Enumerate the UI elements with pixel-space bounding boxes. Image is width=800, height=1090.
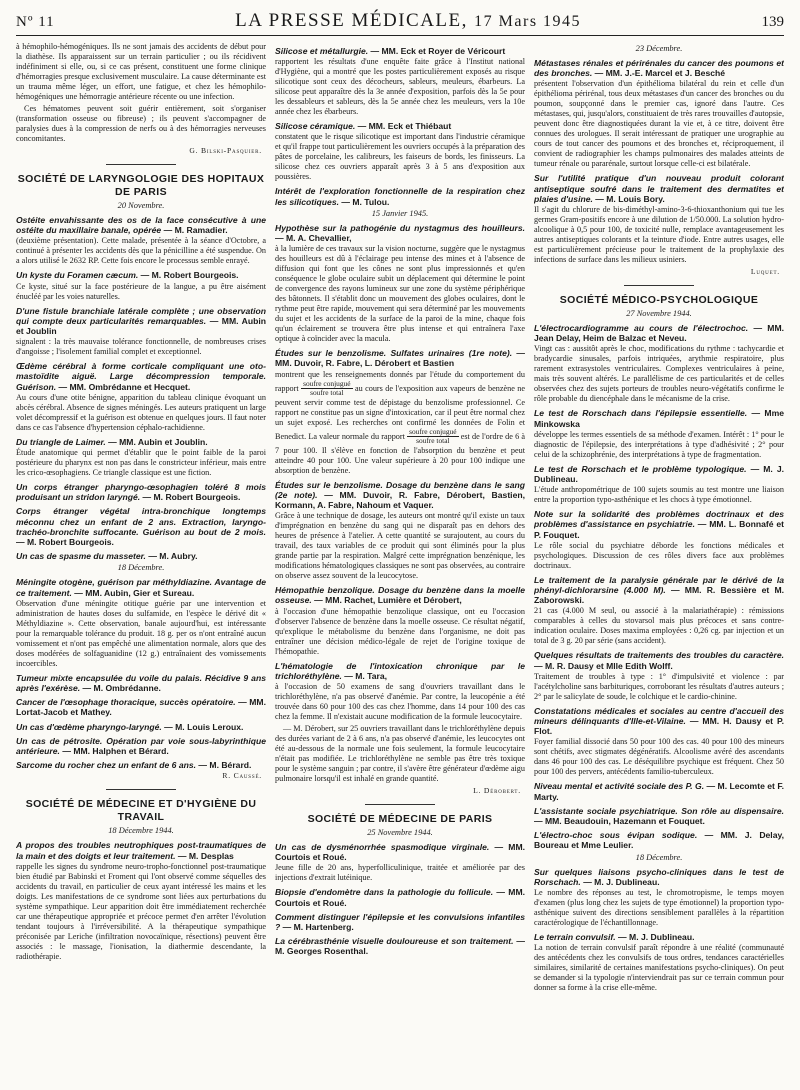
column-1: [16, 42, 266, 1090]
title-text: Comment distinguer l'épilepsie et les convulsions infantiles ?: [275, 911, 525, 933]
authors: — M. Ombrédanne.: [80, 683, 161, 694]
session-date: 20 Novembre.: [117, 201, 165, 210]
title-text: D'une fistule branchiale latérale complète ; une observation qui compte deux particularités remarquables.: [16, 305, 266, 326]
title-text: La cérébrasthénie visuelle douloureuse et son traitement.: [275, 936, 514, 947]
fraction-numerator: soufre conjugué: [409, 426, 457, 436]
signature: R. Caussé.: [222, 771, 262, 781]
authors: — MM. Courtois et Roué.: [275, 842, 525, 863]
title-text: L'assistante sociale psychiatrique. Son rôle au dispensaire.: [534, 805, 784, 816]
authors: — M. Robert Bourgeois.: [16, 537, 114, 548]
communication-title: [534, 575, 784, 606]
authors: — M. Georges Rosenthal.: [275, 936, 525, 957]
page-number: 139: [761, 14, 784, 30]
authors: — MM. H. Dausy et P. Flot.: [534, 716, 784, 737]
title-text: Le terrain convulsif.: [534, 932, 616, 943]
fraction: [407, 428, 458, 446]
authors: — M. Lecomte et F. Marty.: [534, 781, 784, 802]
communication-title: [275, 887, 525, 907]
title-text: Silicose et métallurgie.: [275, 46, 369, 56]
authors: — MM. Eck et Thiébaut: [355, 121, 452, 132]
paragraph: Observation d'une méningite otitique guérie par une intervention et administration de hautes doses du sulfamide, en l'espèce le dérivé dit « Méthyldiazine ». Cette observation, banale aujourd'hui, est intéressante pour la remarquable tolérance du produit. 18 g. per os n'ont entraîné aucun vomissement et n'ont pas empêché une alimentation normale, alors que des doses modérées de solfaguanidine (12 g.) entraînaient des vomissements incoercibles.: [16, 598, 266, 668]
authors: — M. Tulou.: [339, 196, 390, 207]
title-text: Silicose céramique.: [275, 121, 356, 132]
section-divider: [365, 804, 435, 805]
authors: — M. Aubry.: [145, 551, 198, 562]
communication-title: [534, 781, 784, 801]
authors: — MM. Lortat-Jacob et Mathey.: [16, 697, 266, 718]
communication-title: [534, 932, 784, 942]
authors: — MM. Beaudouin, Hazemann et Fouquet.: [534, 816, 705, 827]
section-title: SOCIÉTÉ MÉDICO-PSYCHOLOGIQUE: [559, 294, 759, 307]
communication-title: [534, 408, 784, 428]
authors: — M. J. Dublineau.: [580, 876, 660, 887]
title-text: Sur l'utilité pratique d'un nouveau produit colorant antiseptique soufré dans le traitement des dermatites et plaies d'usine.: [534, 173, 784, 204]
paragraph: Le rôle social du psychiatre déborde les fonctions médicales et psychologiques. Discussion de ces rôles divers face aux problèmes doctrinaux.: [534, 540, 784, 570]
authors: — M. Hartenberg.: [280, 922, 354, 933]
authors: — MM. J.-E. Marcel et J. Besché: [592, 68, 726, 79]
communication-title: [16, 215, 266, 235]
communication-title: [275, 348, 525, 368]
authors: — MM. R. Bessière et M. Zaborowski.: [534, 585, 784, 606]
title-text: Méningite otogène, guérison par méthyldiazine. Avantage de ce traitement.: [16, 577, 266, 598]
session-date: 18 Décembre.: [117, 563, 165, 573]
authors: — M. Desplas: [175, 850, 234, 861]
authors: — MM. Aubin et Joublin.: [105, 436, 208, 447]
title-text: Biopsie d'endomètre dans la pathologie du follicule.: [275, 887, 494, 898]
authors: — M. R. Dausy et Mlle Edith Wolff.: [534, 660, 673, 671]
section-divider: [106, 164, 176, 165]
authors: — Mme Minkowska: [534, 408, 784, 429]
section-divider: [106, 789, 176, 790]
communication-title: [16, 551, 266, 561]
communication-title: [16, 577, 266, 597]
communication-title: [275, 842, 525, 862]
paragraph: à l'occasion de 50 examens de sang d'ouvriers travaillant dans le trichloréthylène, n'a pas observé d'anémie. Par contre, la leucopénie a été trouvée dans 60 pour 100 des cas chez l'homme, dans 14 pour 100 des cas chez la femme. Il n'existait aucune modification de la formule leucocytaire.: [275, 682, 525, 722]
title-text: L'électro-choc sous évipan sodique.: [534, 830, 698, 841]
title-text: Un corps étranger pharyngo-œsophagien toléré 8 mois produisant un stridon laryngé.: [16, 482, 266, 503]
communication-title: [534, 867, 784, 887]
signature: L. Dérobert.: [473, 786, 521, 796]
title-text: Sur quelques liaisons psycho-cliniques dans le test de Rorschach.: [534, 866, 784, 887]
title-text: Études sur le benzolisme. Sulfates urinaires (1re note).: [275, 348, 513, 359]
paragraph: Foyer familial dissocié dans 50 pour 100 des cas. 40 pour 100 des mineurs sont chétifs, avec stigmates dégénératifs. Alcoolisme avéré des ascendants dans 46 pour 100 des cas. Le déséquilibre psychique est fréquent. Chez 50 pour 100 des pervers, antécédents familio-tuberculeux.: [534, 737, 784, 777]
communication-title: [275, 186, 525, 206]
authors: — MM. Duvoir, R. Fabre, L. Dérobert et Bastien: [275, 348, 525, 369]
authors: — MM. Ombrédanne et Hecquet.: [56, 381, 191, 392]
authors: — MM. Courtois et Roué.: [275, 887, 525, 908]
paragraph: [275, 370, 525, 476]
authors: — MM. Aubin, Gier et Sureau.: [71, 587, 195, 598]
title-text: Niveau mental et activité sociale des P. G.: [534, 781, 705, 792]
authors: — M. A. Chevallier,: [275, 233, 352, 244]
communication-title: [16, 482, 266, 502]
authors: — M. Tara,: [341, 670, 388, 681]
section-title: SOCIÉTÉ DE LARYNGOLOGIE DES HOPITAUX DE PARIS: [17, 173, 265, 198]
communication-title: [16, 437, 266, 447]
paragraph: Grâce à une technique de dosage, les auteurs ont montré qu'il existe un taux d'imprégnation en benzène du sang qui ne disparaît pas en dehors des heures de présence à l'atelier. A cette quantité se surajoutent, au cours du travail, des taux variables de ce produit qui sont éliminés pour la plus grande partie par la respiration. Malgré cette imprégnation benzénique, les modifications hématologiques classiques ne sont pas observées, au contraire on observe assez souvent de la leucocytose.: [275, 511, 525, 581]
title-text: Constatations médicales et sociales au centre d'accueil des mineurs délinquants d'Ille-et-Vilaine.: [534, 705, 784, 727]
fraction: [301, 380, 352, 398]
communication-title: [275, 661, 525, 681]
communication-title: [16, 840, 266, 860]
fraction-denominator: soufre total: [310, 388, 344, 398]
session-date: 18 Décembre 1944.: [108, 826, 174, 836]
authors: — MM. Jean Delay, Heim de Balzac et Neveu.: [534, 323, 784, 344]
authors: — MM. Aubin et Joublin: [16, 315, 266, 337]
text-run: montrent que les renseignements donnés par l'étude du comportement du rapport: [275, 369, 525, 393]
communication-title: [275, 912, 525, 932]
journal-title: [235, 10, 581, 32]
communication-title: [534, 464, 784, 484]
paragraph: à la lumière de ces travaux sur la vision nocturne, suggère que le nystagmus des houilleurs est dû à l'éclairage peu intense des mines et à l'absence de diffusion qui font que les cônes ne sont plus impressionnés et qu'en conséquence le globe oculaire subit un déplacement qui détermine le point de convergence des rayons lumineux sur une zone du système périphérique des bâtonnets. Il s'établit donc un mouvement des globes oculaires, dont le rythme peut être rapide, mouvement qui sera déterminé par les mouvements du sujet et les accidents de la surface de la paroi de la mine, chaque fois qu'un éclairement se trouvera être plus intense et qui entraînera l'axe optique à coïncider avec la macula.: [275, 244, 525, 344]
authors: — M. Bérard.: [196, 760, 252, 771]
authors: — M. Louis Bory.: [592, 193, 665, 204]
paragraph: Ces hématomes peuvent soit guérir entièrement, soit s'organiser (transformation osseuse ou fibreuse) ; ils peuvent s'accompagner de paralysies dues à la compression de nerfs ou à des hémorragies nerveuses concomitantes.: [16, 104, 266, 143]
title-text: Note sur la solidarité des problèmes doctrinaux et des problèmes d'assistance en psychiatrie.: [534, 509, 784, 530]
title-text: Métastases rénales et périrénales du cancer des poumons et des bronches.: [534, 58, 784, 79]
communication-title: [16, 361, 266, 392]
title-text: Corps étranger végétal intra-bronchique longtemps méconnu chez un enfant de 2 ans. Extraction, laryngo-trachéo-bronchite suffocante. Guérison au bout de 2 mois.: [16, 506, 266, 537]
authors: — M. Ramadier.: [161, 225, 228, 236]
communication-title: [534, 58, 784, 78]
communication-title: [16, 270, 266, 280]
authors: — M. Robert Bourgeois.: [138, 270, 239, 281]
column-2: [275, 42, 525, 1090]
paragraph: L'étude anthropométrique de 100 sujets soumis au test montre une liaison entre la proportion typo-asthénique et les chocs à type émotionnel.: [534, 485, 784, 505]
session-date: 15 Janvier 1945.: [371, 208, 429, 218]
authors: — MM. Rachet, Lumière et Dérobert,: [311, 595, 462, 606]
communication-title: [534, 323, 784, 343]
paragraph: (deuxième présentation). Cette malade, présentée à la séance d'Octobre, a continué à présenter les accidents dès que la pénicilline a été suspendue. On a alors utilisé le 2632 RP. Cette fois encore le processus semble enrayé.: [16, 236, 266, 266]
paragraph: Le nombre des réponses au test, le chromotropisme, le temps moyen d'examen (plus long chez les sujets de type émotionnel) la proportion typo-asthénique suivent des directions sensiblement parallèles à la répartition caractérologique de l'échantillonnage.: [534, 888, 784, 928]
title-text: L'hématologie de l'intoxication chronique par le trichloréthylène.: [275, 660, 525, 681]
paragraph: rappelle les signes du syndrome neuro-tropho-fonctionnel post-traumatique bien étudié par Babinski et Froment qui l'ont observé comme séquelles des accidents du travail, en particulier de ceux ayant intéressé les mains et les doigts. Les manifestations de ce syndrome sont liées aux perturbations du système sympathique. Leur apparition doit être immédiatement recherchée car une thérapeutique appropriée et précoce permet d'en arrêter l'évolution tendant toujours à l'irréversibilité. A la thérapeutique sympathique préconisée par Leriche (infiltration novocaïnique, résections) peuvent être associés : le massage, l'ionisation, la diathermie descendante, la radiothérapie.: [16, 861, 266, 961]
communication-title: [275, 480, 525, 511]
page-header: [16, 10, 784, 36]
communication-title: [16, 506, 266, 547]
communication-title: [534, 650, 784, 670]
authors: — M. J. Dublineau.: [534, 463, 784, 485]
title-text: Quelques résultats de traitements des troubles du caractère.: [534, 650, 784, 661]
title-text: Hémopathie benzolique. Dosage du benzène dans la moelle osseuse.: [275, 585, 525, 606]
section-divider: [624, 285, 694, 286]
title-text: Du triangle de Laimer.: [16, 436, 106, 447]
session-date: 27 Novembre 1944.: [626, 309, 692, 319]
paragraph: Jeune fille de 20 ans, hyperfolliculinique, traitée et améliorée par des injections d'extrait lutéinique.: [275, 863, 525, 883]
communication-title: [16, 673, 266, 693]
communication-title: [16, 736, 266, 756]
paragraph: à l'occasion d'une hémopathie benzolique classique, ont eu l'occasion d'observer l'absence de benzène dans la moelle osseuse. Ce résultat négatif, qu'explique le métabolisme du benzène dans l'organisme, ne doit pas entraîner une décision médico-légale de rejet de l'origine toxique de l'hémopathie.: [275, 606, 525, 656]
paragraph: — M. Dérobert, sur 25 ouvriers travaillant dans le trichloréthylène depuis des durées variant de 2 à 6 ans, n'a pas observé d'anémie, les leucocytes ont été au-dessous de la normale une fois seulement, la formule leucocytaire n'était pas modifiée. Le trichloréthylène ne semble pas être très toxique pour le système sanguin ; par contre, il s'avère être générateur d'œdème aigu pulmonaire lorsqu'il est inhalé en grande quantité.: [275, 724, 525, 784]
communication-title: [534, 830, 784, 850]
paragraph: La notion de terrain convulsif paraît répondre à une réalité (communauté des antécédents chez les convulsifs de tous ordres, tendances caractérielles similaires, similarité de certaines manifestations psycho-cliniques). On peut se demander si la typologie n'interviendrait pas sur ce terrain commun pour donner sa forme à la crise elle-même.: [534, 943, 784, 993]
communication-title: [534, 706, 784, 737]
title-text: Œdème cérébral à forme corticale compliquant une oto-mastoïdite aiguë. Large décompression temporale. Guérison.: [16, 361, 266, 392]
title-text: Le test de Rorschach et le problème typologique.: [534, 463, 747, 474]
communication-title: [275, 936, 525, 956]
communication-title: [16, 760, 266, 770]
issue-number: Nº 11: [16, 14, 55, 30]
paragraph: constatent que le risque silicotique est important dans l'industrie céramique et qu'il frappe tout particulièrement les ouvriers occupés à la préparation des pâtes de porcelaine, les calibreurs, les faiseurs de bords, les finisseurs. La silicose chez ces ouvriers apparaît après 3 à 5 ans d'exposition aux poussières.: [275, 132, 525, 182]
signature: G. Bilski-Pasquier.: [189, 146, 262, 155]
title-text: Tumeur mixte encapsulée du voile du palais. Récidive 9 ans après l'exérèse.: [16, 672, 266, 694]
communication-title: [16, 697, 266, 717]
paragraph: Au cours d'une otite bénigne, apparition du tableau clinique évoquant un abcès cérébral. Absence de signes méningés. Les auteurs pratiquent un large volet décompressif et la guérison est obtenue en quelques jours. Il faut noter dans ce cas l'absence d'hypertension céphalo-rachidienne.: [16, 392, 266, 432]
title-text: Hypothèse sur la pathogénie du nystagmus des houilleurs.: [275, 222, 525, 233]
communication-title: [534, 806, 784, 826]
fraction-denominator: soufre total: [416, 436, 450, 446]
title-text: A propos des troubles neutrophiques post-traumatiques de la main et des doigts et leur traitement.: [16, 840, 266, 861]
paragraph: Traitement de troubles à type : 1° d'impulsivité et violence : par l'acétylcholine sans barbituriques, corroborant les résultats d'autres auteurs ; 2° par le salicylate de soude, le colchique et le cardio-chinine.: [534, 671, 784, 701]
paragraph: Étude anatomique qui permet d'établir que le point faible de la paroi postérieure du pharynx est non pas dans le constricteur inférieur, mais entre les crico-œsophagiens. Ce triangle classique est une fiction.: [16, 448, 266, 478]
issue-date: 17 Mars 1945: [474, 13, 582, 30]
paragraph: développe les termes essentiels de sa méthode d'examen. Intérêt : 1° pour le diagnostic de l'épilepsie, des interprétations à type d'adhésivité ; 2° pour celui de la schizophrénie, des interprétations à type de fragmentation.: [534, 429, 784, 459]
title-text: Un cas de pétrosite. Opération par voie sous-labyrinthique antérieure.: [16, 735, 266, 757]
communication-title: [275, 223, 525, 243]
journal-title-text: LA PRESSE MÉDICALE,: [235, 10, 468, 31]
authors: — MM. Duvoir, R. Fabre, Dérobert, Bastien, Kormann, A. Fabre, Nahoum et Vaquer.: [275, 489, 525, 511]
communication-title: [16, 306, 266, 337]
title-text: Études sur le benzolisme. Dosage du benzène dans le sang (2e note).: [275, 479, 525, 500]
title-text: Ostéite envahissante des os de la face consécutive à une ostéite du maxillaire banale, opérée: [16, 215, 266, 236]
section-title: SOCIÉTÉ DE MÉDECINE DE PARIS: [307, 813, 493, 826]
text-run: est de l'ordre de 6 à 7 pour 100. Il s'élève en fonction de l'absorption du benzène et peut atteindre 40 pour 100. Une valeur supérieure à 20 pour 100 indique une absorption de benzène.: [275, 431, 525, 475]
session-date: 25 Novembre 1944.: [367, 828, 433, 838]
title-text: Sarcome du rocher chez un enfant de 6 ans.: [16, 760, 197, 771]
title-text: Cancer de l'œsophage thoracique, succès opératoire.: [16, 697, 236, 708]
paragraph: présentent l'observation d'un épithélioma bilatéral du rein et celle d'un épithélioma périrénal, tous deux métastases d'un cancer des bronches ou du poumon, soupçonné dans le premier cas, ignoré dans l'autre. Ces métastases, qui, jusqu'alors, constituaient de très rares trouvailles d'autopsie, peuvent donc être diagnostiquées durant la vie et, à ce titre, doivent être connues des urologues. Il serait intéressant de pratiquer une urographie au cours de tout cancer des poumons et des bronches et, réciproquement, il convient de radiographier les champs pulmonaires des malades atteints de tumeur rénale ou pararénale, surtout lorsque celle-ci est bilatérale.: [534, 79, 784, 169]
title-text: Un cas d'œdème pharyngo-laryngé.: [16, 721, 162, 732]
session-date: 23 Décembre.: [635, 44, 683, 53]
title-text: Le test de Rorschach dans l'épilepsie essentielle.: [534, 408, 748, 419]
authors: — M. Louis Leroux.: [161, 721, 244, 732]
title-text: Intérêt de l'exploration fonctionnelle de la respiration chez les silicotiques.: [275, 186, 525, 207]
text-run: au cours de l'exposition aux vapeurs de benzène ne peuvent servir comme test de dépistage du benzolisme professionnel. Ce rapport ne constitue pas un signe d'intoxication, car il peut être normal chez un sujet exposé. Les recherches ont confirmé les données de Folin et Benedict. La valeur normale du rapport: [275, 383, 525, 441]
section-title: SOCIÉTÉ DE MÉDECINE ET D'HYGIÈNE DU TRAVAIL: [25, 798, 257, 824]
communication-title: [534, 509, 784, 540]
communication-title: [275, 585, 525, 605]
session-date: 18 Décembre.: [635, 852, 683, 862]
paragraph: à hémophilo-hémogéniques. Ils ne sont jamais des accidents de début pour la diathèse. Ils apparaissent sur un terrain particulier ; ou ils récidivent indéfiniment si elle, ou, si ce cas présent, constituent une forme clinique d'hémorragies presque exclusivement musculaire. La cause déterminante est un trauma même léger, un effort, une fatigue, et chez les hémophilo-hémogéniques une hémorragie antérieure récente ou une infection.: [16, 42, 266, 101]
communication-title: [534, 173, 784, 204]
title-text: L'électrocardiogramme au cours de l'électrochoc.: [534, 323, 749, 334]
title-text: Un cas de spasme du masseter.: [16, 551, 146, 562]
paragraph: rapportent les résultats d'une enquête faite grâce à l'Institut national d'Hygiène, qui a montré que les postes particulièrement exposés au risque silicotique sont ceux des décocheurs, sableurs, meuleurs, ébarbeurs. La silicose peut apparaître dès la 3e année d'exposition, parfois dès la 5e pour les dessableurs et sableurs, dès la 5e année chez les meuleurs, vers la 10e année chez les ébarbeurs.: [275, 57, 525, 117]
paragraph: 21 cas (4.000 M seul, ou associé à la malariathérapie) : rémissions comparables à celles du stovarsol mais plus précoces et sans contre-indication oculaire. Doses maxima employées : 0,26 cg. par injection et un total de 3 g. 20 par série (sans accident).: [534, 606, 784, 646]
authors: — MM. Halphen et Bérard.: [59, 746, 169, 757]
authors: — MM. J. Delay, Boureau et Mme Leulier.: [534, 830, 784, 851]
title-text: Un kyste du Foramen cæcum.: [16, 270, 139, 281]
authors: — MM. L. Bonnafé et P. Fouquet.: [534, 519, 784, 540]
authors: — MM. Eck et Royer de Véricourt: [368, 46, 506, 56]
authors: — M. J. Dublineau.: [615, 932, 695, 943]
authors: — M. Robert Bourgeois.: [140, 492, 241, 503]
title-text: Un cas de dysménorrhée spasmodique virginale.: [275, 842, 490, 853]
fraction-numerator: soufre conjugué: [303, 378, 351, 388]
paragraph: Il s'agit du chlorure de bis-diméthyl-amino-3-6-thioxanthonium qui tue les germes Gram-positifs encore à une dilution de 1/50.000. La solution hydro-alcoolique à 0,5 pour 100, de toxicité nulle, remplace avantageusement les autres antiseptiques colorants et la teinture d'iode. Entre autres usages, elle est particulièrement précieuse pour le traitement de la prophylaxie des infections de surface dans les milieux usiniers.: [534, 205, 784, 265]
communication-title: [16, 722, 266, 732]
communication-title: [275, 46, 525, 56]
signature: Luquet.: [750, 267, 780, 277]
paragraph: Vingt cas : aussitôt après le choc, modifications du rythme : tachycardie et bradycardie sinusales, parfois intriquées, arythmie respiratoire, plus rarement extrasystoles ventriculaires. Complexes ventriculaires à peine, mais très souvent altérés. Le parallélisme de ces particularités et de celles observées chez des sujets porteurs de troubles neuro-végétatifs confirme le rôle probable du diencéphale dans le mécanisme de la crise.: [534, 344, 784, 404]
columns: [16, 42, 784, 1090]
paragraph: Ce kyste, situé sur la face postérieure de la langue, a pu être aisément énucléé par les voies naturelles.: [16, 281, 266, 301]
column-3: [534, 42, 784, 1090]
title-text: Le traitement de la paralysie générale par le dérivé de la phényl-dichlorarsine (4.000 M).: [534, 574, 784, 596]
paragraph: signalent : la très mauvaise tolérance fonctionnelle, de nombreuses crises d'angoisse ; l'isolement familial complet et exceptionnel.: [16, 337, 266, 357]
communication-title: [275, 121, 525, 131]
